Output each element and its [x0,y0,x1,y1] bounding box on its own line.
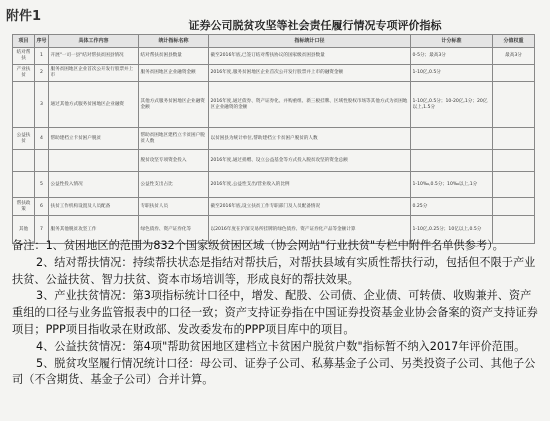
cell-metric: 服务贫困地区企业融资金额 [139,65,209,82]
cell-work: 扶贫工作机构设置及人员配备 [49,198,139,216]
header-cell: 分值权重 [493,35,535,48]
table-row [13,198,535,216]
cell-score: 1-10亿,0.5分；10-20亿,1分；20亿以上,1.5分 [411,82,493,128]
cell-score [411,150,493,172]
table-row [13,150,535,172]
cell-metric: 绿色债券、资产证券化等 [139,216,209,244]
note-1: 备注：1、贫困地区的范围为832个国家级贫困区域（协会网站"行业扶贫"专栏中附件名单供参考）。 [12,239,504,252]
cell-work: 公益性投入情况 [49,172,139,198]
cell-work: 通过其他方式服务贫困地区企业融资 [49,82,139,128]
cell-scope: 截至2016年底,设立扶贫工作专职部门及人员配备情况 [209,198,411,216]
evaluation-table [12,34,535,244]
table-row [13,65,535,82]
header-cell: 统计指标名称 [139,35,209,48]
note-4: 4、公益扶贫情况：第4项"帮助贫困地区建档立卡贫困户脱贫户数"指标暂不纳入2017年评价范围。 [36,339,526,353]
cell-no [35,150,49,172]
page-title: 证券公司脱贫攻坚等社会责任履行情况专项评价指标 [188,19,442,32]
cell-project [13,172,35,198]
cell-project: 帮扶政策 [13,198,35,216]
cell-metric: 公益性支出占比 [139,172,209,198]
cell-metric: 其他方式服务贫困地区企业融资金额 [139,82,209,128]
cell-weight [493,150,535,172]
cell-weight [493,172,535,198]
cell-no: 4 [35,128,49,150]
note-3: 3、产业扶贫情况：第3项指标统计口径中，增发、配股、公司债、企业债、可转债、收购兼并、资产重组的口径与业务监管报表中的口径一致；资产支持证券指在中国证券投资基金业协会备案的资产支持证券项目；PPP项目指收录在财政部、发改委发布的PPP项目库中的项目。 [12,289,538,336]
cell-score: 1-10亿,0.25分；10亿以上,0.5分 [411,216,493,244]
cell-weight [493,128,535,150]
attachment-label: 附件1 [6,9,42,24]
header-cell: 具体工作内容 [49,35,139,48]
cell-no: 2 [35,65,49,82]
table-row [13,48,535,65]
cell-no: 7 [35,216,49,244]
cell-work: 帮助建档立卡贫困户脱贫 [49,128,139,150]
cell-weight [493,82,535,128]
note-2: 2、结对帮扶情况：持续帮扶状态是指结对帮扶后，对帮扶县域有实质性帮扶行动，包括但不限于产业扶贫、公益扶贫、智力扶贫、资本市场培训等，形成良好的帮扶效果。 [12,255,536,286]
cell-project: 公益扶贫 [13,128,35,150]
cell-score: 0.25分 [411,198,493,216]
cell-project: 其他 [13,216,35,244]
header-cell: 计分标准 [411,35,493,48]
cell-no: 6 [35,198,49,216]
cell-scope: 2016年度,通过捐赠、设立公益基金等方式投入脱贫攻坚的资金总额 [209,150,411,172]
cell-score: 0-5分；最高3分 [411,48,493,65]
table-row [13,172,535,198]
cell-scope: 以2016年度在沪深交易所挂牌的绿色债券、资产证券化产品等金额计算 [209,216,411,244]
cell-weight [493,198,535,216]
cell-score: 1-10‰,0.5分；10‰以上,1分 [411,172,493,198]
header-cell: 序号 [35,35,49,48]
cell-score: 1-10亿,0.5分 [411,65,493,82]
cell-no: 1 [35,48,49,65]
cell-project [13,150,35,172]
cell-work: 开展"一司一县"结对帮扶贫困县情况 [49,48,139,65]
cell-scope: 2016年度,服务贫困地区企业首次公开发行股票并上市的融资金额 [209,65,411,82]
cell-work [49,150,139,172]
cell-metric: 脱贫攻坚专项资金投入 [139,150,209,172]
table-row [13,128,535,150]
cell-metric: 结对帮扶贫困县数量 [139,48,209,65]
cell-metric: 帮助贫困地区建档立卡贫困户脱贫人数 [139,128,209,150]
cell-metric: 专职扶贫人员 [139,198,209,216]
cell-project: 产业扶贫 [13,65,35,82]
cell-scope: 2016年度,通过债券、资产证券化、并购重组、新三板挂牌、区域性股权市场等其他方式为贫困地区企业融资的金额 [209,82,411,128]
notes-section [12,238,540,389]
cell-weight: 最高3分 [493,48,535,65]
cell-work: 服务贫困地区企业首次公开发行股票并上市 [49,65,139,82]
table-row [13,82,535,128]
cell-score [411,128,493,150]
cell-weight [493,65,535,82]
cell-project: 结对帮扶 [13,48,35,65]
header-cell: 指标统计口径 [209,35,411,48]
header-cell: 项目 [13,35,35,48]
cell-scope: 以贫困县为统计单位,帮助建档立卡贫困户脱贫的人数 [209,128,411,150]
cell-project [13,82,35,128]
cell-no: 5 [35,172,49,198]
cell-no: 3 [35,82,49,128]
cell-scope: 截至2016年底,已签订结对帮扶协议的国家级贫困县数量 [209,48,411,65]
note-5: 5、脱贫攻坚履行情况统计口径：母公司、证券子公司、私募基金子公司、另类投资子公司、其他子公司（不含期货、基金子公司）合并计算。 [12,356,536,387]
cell-work: 服务其他脱贫攻坚工作 [49,216,139,244]
table-header-row [13,35,535,48]
cell-scope: 2016年度,公益性支出/营业收入的比例 [209,172,411,198]
